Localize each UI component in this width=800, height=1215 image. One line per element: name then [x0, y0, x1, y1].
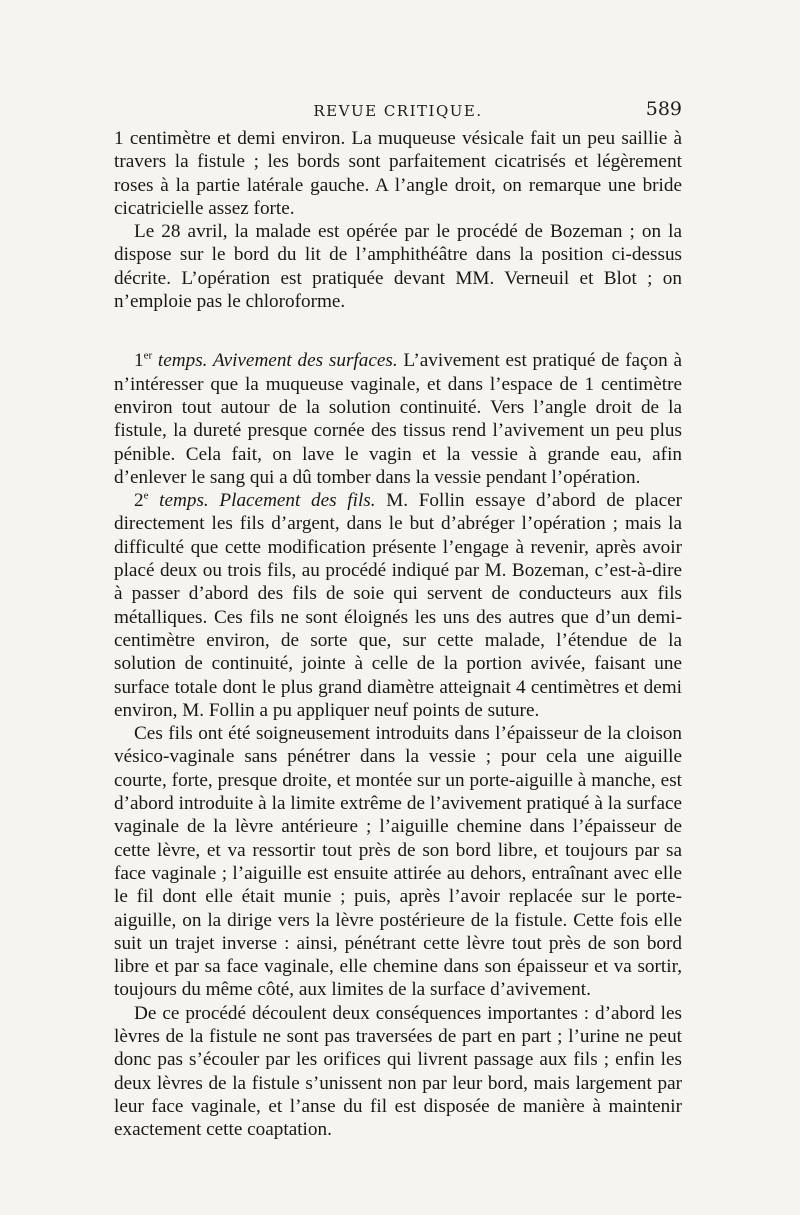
page-number: 589: [645, 98, 682, 120]
text-run: M. Follin essaye d’abord de placer directement les fils d’argent, dans le but d’abréger l’opération ; mais la difficulté que cette modification présente l’engage à revenir, après avoir placé deux ou trois fils, au procédé indiqué par M. Bozeman, c’est-à-dire à passer d’abord des fils de soie qui servent de conducteurs aux fils métalliques. Ces fils ne sont éloignés les uns des autres que d’un demi-centimètre environ, de sorte que, sur cette malade, l’étendue de la solution de continuité, jointe à celle de la portion avivée, faisant une surface totale dont le plus grand diamètre atteignait 4 centimètres et demi environ, M. Follin a pu appliquer neuf points de suture.: [114, 490, 682, 721]
running-title: REVUE CRITIQUE.: [313, 102, 483, 120]
article-body: [114, 127, 682, 1141]
paragraph: [114, 127, 682, 220]
running-header: [114, 98, 682, 124]
text-run: Le 28 avril, la malade est opérée par le procédé de Bozeman ; on la dispose sur le bord du lit de l’amphithéâtre dans la position ci-dessus décrite. L’opération est pratiquée devant MM. Verneuil et Blot ; on n’emploie pas le chloroforme.: [114, 221, 682, 313]
text-run: De ce procédé découlent deux conséquences importantes : d’abord les lèvres de la fistule ne sont pas traversées de part en part ; l’urine ne peut donc pas s’écouler par les orifices qui livrent passage aux fils ; enfin les deux lèvres de la fistule s’unissent non par leur bord, mais largement par leur face vaginale, et l’anse du fil est disposée de manière à maintenir exactement cette coaptation.: [114, 1002, 682, 1141]
text-run: L’avivement est pratiqué de façon à n’intéresser que la muqueuse vaginale, et dans l’espace de 1 centimètre environ tout autour de la solution continuité. Vers l’angle droit de la fistule, la dureté presque cornée des tissus rend l’avivement un peu plus pénible. Cela fait, on lave le vagin et la vessie à grande eau, afin d’enlever le sang qui a dû tomber dans la vessie pendant l’opération.: [114, 350, 682, 488]
text-run: 1 centimètre et demi environ. La muqueuse vésicale fait un peu saillie à travers la fistule ; les bords sont parfaitement cicatrisés et légèrement roses à la partie latérale gauche. A l’angle droit, on remarque une bride cicatricielle assez forte.: [114, 128, 682, 219]
paragraph-first-step: [114, 349, 682, 489]
paragraph: [114, 220, 682, 313]
step-heading: temps. Placement des fils.: [148, 490, 376, 512]
text-run: Ces fils ont été soigneusement introduits dans l’épaisseur de la cloison vésico-vaginale sans pénétrer dans la vessie ; pour cela une aiguille courte, forte, presque droite, et montée sur un porte-aiguille à manche, est d’abord introduite à la limite extrême de l’avivement pratiqué à la surface vaginale de la lèvre antérieure ; l’aiguille chemine dans l’épaisseur de cette lèvre, et va ressortir tout près de son bord libre, et toujours par sa face vaginale ; l’aiguille est ensuite attirée au dehors, entraînant avec elle le fil dont elle était munie ; puis, après l’avoir replacée sur le porte-aiguille, on la dirige vers la lèvre postérieure de la fistule. Cette fois elle suit un trajet inverse : ainsi, pénétrant cette lèvre tout près de son bord libre et par sa face vaginale, elle chemine dans son épaisseur et va sortir, toujours du même côté, aux limites de la surface d’avivement.: [114, 723, 682, 1001]
step-heading: temps. Avivement des surfaces.: [152, 350, 398, 372]
step-number: 1: [134, 350, 144, 372]
step-ordinal: er: [143, 349, 153, 362]
step-number: 2: [134, 490, 144, 512]
paragraph: [114, 722, 682, 1002]
paragraph-second-step: [114, 489, 682, 722]
step-ordinal: e: [143, 489, 149, 502]
paragraph: [114, 1002, 682, 1142]
